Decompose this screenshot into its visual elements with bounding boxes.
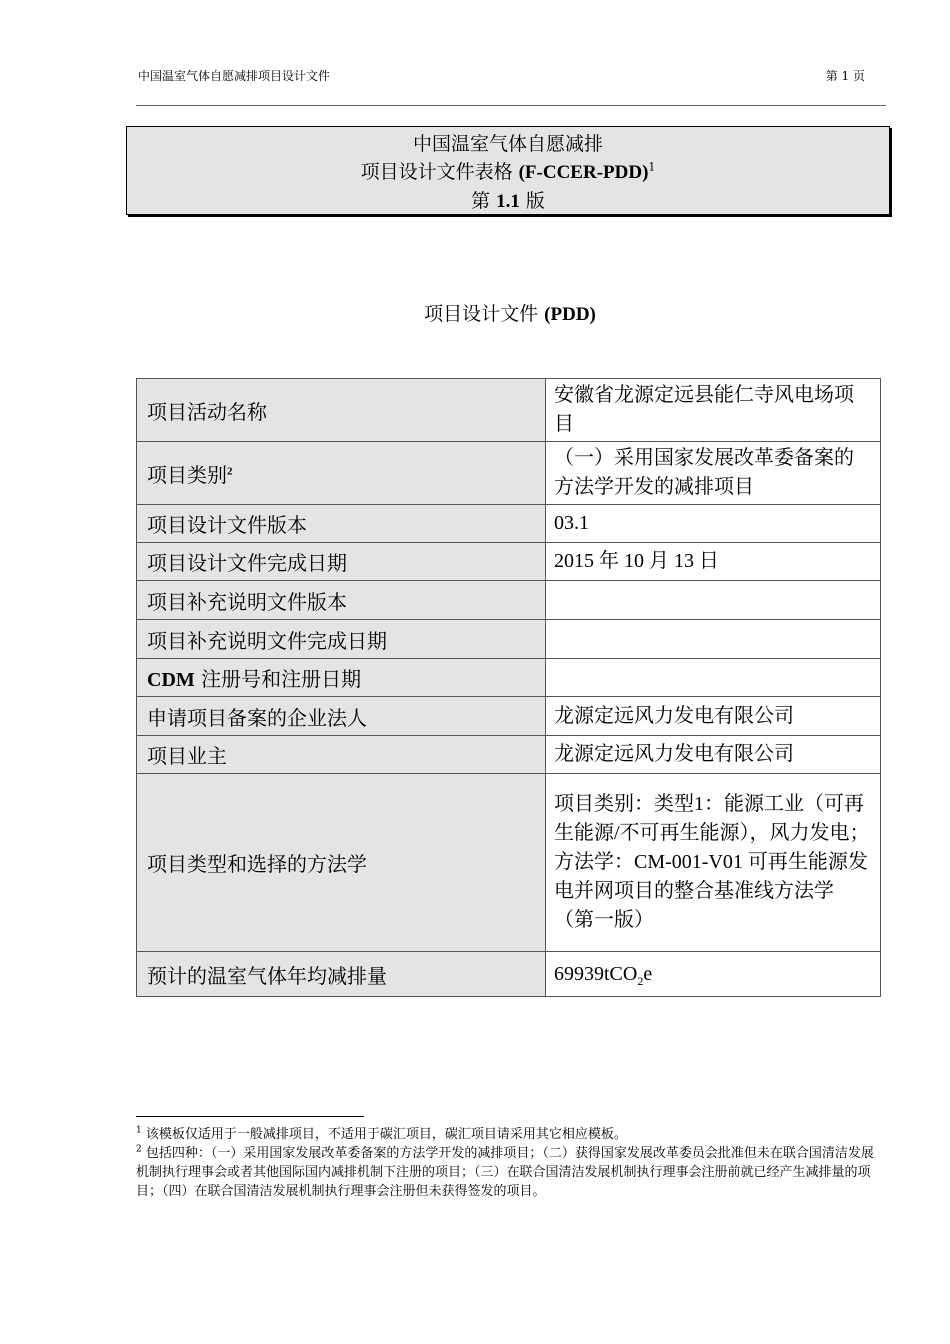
row-value	[546, 620, 881, 659]
form-title-line2	[127, 158, 889, 187]
row-label	[137, 659, 546, 697]
row-label: 项目设计文件完成日期	[137, 543, 546, 581]
row-label-text: 注册号和注册日期	[194, 667, 362, 691]
footnote-1-text: 该模板仅适用于一般减排项目，不适用于碳汇项目，碳汇项目请采用其它相应模板。	[141, 1127, 627, 1142]
running-header	[138, 67, 865, 84]
emission-value: 69939tCO	[554, 962, 638, 985]
row-value: 2015 年 10 月 13 日	[546, 543, 881, 581]
row-value	[546, 659, 881, 697]
row-label	[137, 442, 546, 505]
row-label: 项目类型和选择的方法学	[137, 774, 546, 952]
row-label: 项目业主	[137, 736, 546, 774]
footnote-divider	[136, 1116, 364, 1117]
row-label: 项目活动名称	[137, 379, 546, 442]
form-version-prefix: 第	[471, 190, 497, 212]
table-row	[137, 543, 881, 581]
row-value: 安徽省龙源定远县能仁寺风电场项目	[546, 379, 881, 442]
table-row	[137, 659, 881, 697]
footnote-1-mark: 1	[136, 1125, 142, 1136]
row-value: 龙源定远风力发电有限公司	[546, 736, 881, 774]
row-value: 龙源定远风力发电有限公司	[546, 697, 881, 736]
row-label: 项目设计文件版本	[137, 505, 546, 543]
form-title-line1: 中国温室气体自愿减排	[412, 133, 603, 155]
form-version-suffix: 版	[519, 190, 545, 212]
header-divider	[136, 105, 886, 106]
project-type-text: 项目类别：类型1：能源工业（可再生能源/不可再生能源），风力发电；	[554, 793, 870, 844]
document-title	[0, 299, 950, 326]
table-row	[137, 774, 881, 952]
row-label-text: 项目类别	[147, 462, 227, 487]
footnote-2	[136, 1144, 884, 1201]
footnote-2-mark: 2	[136, 1144, 142, 1155]
footnotes	[136, 1125, 884, 1201]
table-row	[137, 379, 881, 442]
table-row	[137, 442, 881, 505]
document-title-code: (PDD)	[544, 304, 596, 325]
row-value: （一）采用国家发展改革委备案的方法学开发的减排项目	[546, 442, 881, 505]
document-title-text: 项目设计文件	[424, 303, 545, 325]
footnote-ref-2[interactable]: 2	[227, 464, 233, 477]
row-label: 项目补充说明文件版本	[137, 581, 546, 620]
row-label: 项目补充说明文件完成日期	[137, 620, 546, 659]
table-row	[137, 952, 881, 997]
table-row	[137, 581, 881, 620]
project-info-table	[136, 378, 881, 997]
row-value: 03.1	[546, 505, 881, 543]
methodology-text: 方法学：CM-001-V01 可再生能源发电并网项目的整合基准线方法学（第一版）	[554, 851, 868, 931]
row-label: 申请项目备案的企业法人	[137, 697, 546, 736]
form-version-number: 1.1	[496, 191, 520, 212]
table-row	[137, 620, 881, 659]
footnote-2-text: 包括四种：（一）采用国家发展改革委备案的方法学开发的减排项目；（二）获得国家发展改革委员会批准但未在联合国清洁发展机制执行理事会或者其他国际国内减排机制下注册的项目；（三）在联合国清洁发展机制执行理事会注册前就已经产生减排量的项目；（四）在联合国清洁发展机制执行理事会注册但未获得签发的项目。	[136, 1146, 874, 1199]
form-title-line2-text: 项目设计文件表格	[360, 161, 519, 183]
footnote-ref-1[interactable]: 1	[648, 160, 656, 174]
table-row	[137, 697, 881, 736]
footnote-1	[136, 1125, 884, 1144]
header-document-title: 中国温室气体自愿减排项目设计文件	[138, 69, 331, 83]
table-row	[137, 505, 881, 543]
header-page-number: 第 1 页	[825, 69, 865, 83]
form-code: (F-CCER-PDD)	[518, 162, 649, 183]
table-row	[137, 736, 881, 774]
row-label: 预计的温室气体年均减排量	[137, 952, 546, 997]
row-value	[546, 581, 881, 620]
form-version-line	[127, 187, 889, 216]
row-value	[546, 774, 881, 952]
form-title-box	[126, 126, 890, 215]
emission-subscript: 2	[637, 973, 644, 988]
emission-unit-suffix: e	[643, 962, 653, 985]
cdm-label: CDM	[147, 669, 195, 691]
row-value	[546, 952, 881, 997]
